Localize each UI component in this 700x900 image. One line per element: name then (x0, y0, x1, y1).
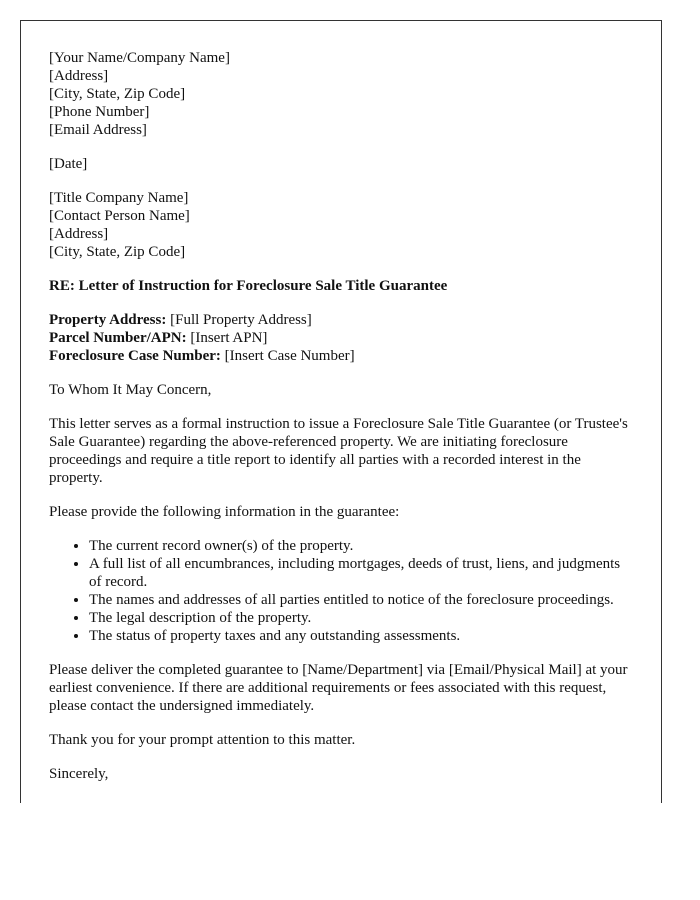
detail-label: Foreclosure Case Number: (49, 348, 221, 364)
detail-value: [Insert Case Number] (220, 348, 355, 364)
recipient-company: [Title Company Name] (49, 190, 189, 206)
detail-value: [Insert APN] (186, 330, 268, 346)
property-details (49, 311, 632, 365)
sender-phone: [Phone Number] (49, 104, 150, 120)
list-item: • The legal description of the property. (89, 609, 632, 627)
info-list (49, 537, 632, 645)
recipient-address: [Address] (49, 226, 109, 242)
list-item: • The current record owner(s) of the property. (89, 537, 632, 555)
sender-email: [Email Address] (49, 122, 147, 138)
salutation: To Whom It May Concern, (49, 382, 212, 398)
subject-text: RE: Letter of Instruction for Foreclosure Sale Title Guarantee (49, 278, 448, 294)
list-item: • The names and addresses of all parties entitled to notice of the foreclosure proceedings. (89, 591, 632, 609)
sender-name: [Your Name/Company Name] (49, 50, 230, 66)
detail-value: [Full Property Address] (166, 312, 312, 328)
letter-date: [Date] (49, 156, 88, 172)
list-item: • A full list of all encumbrances, including mortgages, deeds of trust, liens, and judgments of record. (89, 555, 632, 591)
sender-block (49, 49, 632, 139)
intro-paragraph: This letter serves as a formal instruction to issue a Foreclosure Sale Title Guarantee (or Trustee's Sale Guarantee) regarding the above-referenced property. We are initiating foreclosure proceedings and require a title report to identify all parties with a recorded interest in the property. (49, 416, 628, 486)
detail-label: Property Address: (49, 312, 167, 328)
sender-address: [Address] (49, 68, 109, 84)
closing: Sincerely, (49, 766, 109, 782)
recipient-city: [City, State, Zip Code] (49, 244, 186, 260)
letter-page (20, 20, 662, 803)
thanks-paragraph: Thank you for your prompt attention to this matter. (49, 732, 356, 748)
sender-city: [City, State, Zip Code] (49, 86, 186, 102)
list-item: • The status of property taxes and any outstanding assessments. (89, 627, 632, 645)
subject-line (49, 277, 632, 295)
detail-label: Parcel Number/APN: (49, 330, 187, 346)
recipient-contact: [Contact Person Name] (49, 208, 190, 224)
delivery-paragraph: Please deliver the completed guarantee to [Name/Department] via [Email/Physical Mail] at your earliest convenience. If there are additional requirements or fees associated with this request, please contact the undersigned immediately. (49, 662, 628, 714)
recipient-block (49, 189, 632, 261)
list-intro: Please provide the following information in the guarantee: (49, 504, 400, 520)
